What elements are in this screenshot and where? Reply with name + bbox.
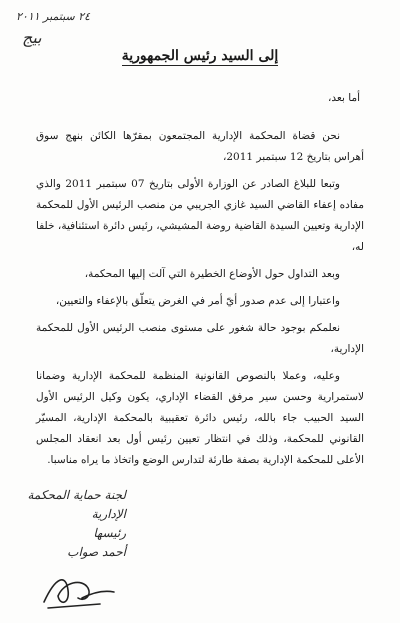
closing-line-3: رئيسها [93,526,126,540]
letter-title [0,48,400,64]
paragraph-6: وعليه، وعملا بالنصوص القانونية المنظمة للمحكمة الإدارية وضمانا لاستمرارية وحسن سير مرفق القضاء الإداري، يكون وكيل الرئيس الأول السيد الحبيب جاء بالله، رئيس دائرة تعقيبية بالمحكمة الإدارية، المسيّر القانوني للمحكمة، وذلك في انتظار تعيين رئيس أول بعد انعقاد المجلس الأعلى للمحكمة الإدارية بصفة طارئة لتدارس الوضع واتخاذ ما يراه مناسبا. [36,370,364,466]
paragraph-3: وبعد التداول حول الأوضاع الخطيرة التي آلت إليها المحكمة، [84,268,340,280]
closing-line-2: الإدارية [91,507,126,521]
paragraph-2: وتبعا للبلاغ الصادر عن الوزارة الأولى بتاريخ 07 سبتمبر 2011 والذي مفاده إعفاء القاضي السيد غازي الجريبي من منصب الرئيس الأول للمحكمة الإدارية وتعيين السيدة القاضية روضة المشيشي، رئيس دائرة استئنافية، خلفا له، [36,178,364,253]
handwritten-date: ٢٤ سبتمبر ٢٠١١ [16,10,91,23]
paragraph-1: نحن قضاة المحكمة الإدارية المجتمعون بمقرّها الكائن بنهج سوق أهراس بتاريخ 12 سبتمبر 2011، [36,130,364,163]
paragraph-5: نعلمكم بوجود حالة شغور على مستوى منصب الرئيس الأول للمحكمة الإدارية، [36,322,364,355]
signature-mark [38,568,118,612]
closing-line-1: لجنة حماية المحكمة [27,488,126,502]
handwritten-annotation: بيج [22,28,42,47]
paragraph-4: واعتبارا إلى عدم صدور أيّ أمر في الغرض يتعلّق بالإعفاء والتعيين، [55,295,340,307]
letter-title-text: إلى السيد رئيس الجمهورية [121,48,279,64]
closing-line-4: أحمد صواب [67,545,126,559]
salutation: أما بعد، [328,92,360,104]
letter-body [36,126,364,477]
closing-block [16,486,126,562]
